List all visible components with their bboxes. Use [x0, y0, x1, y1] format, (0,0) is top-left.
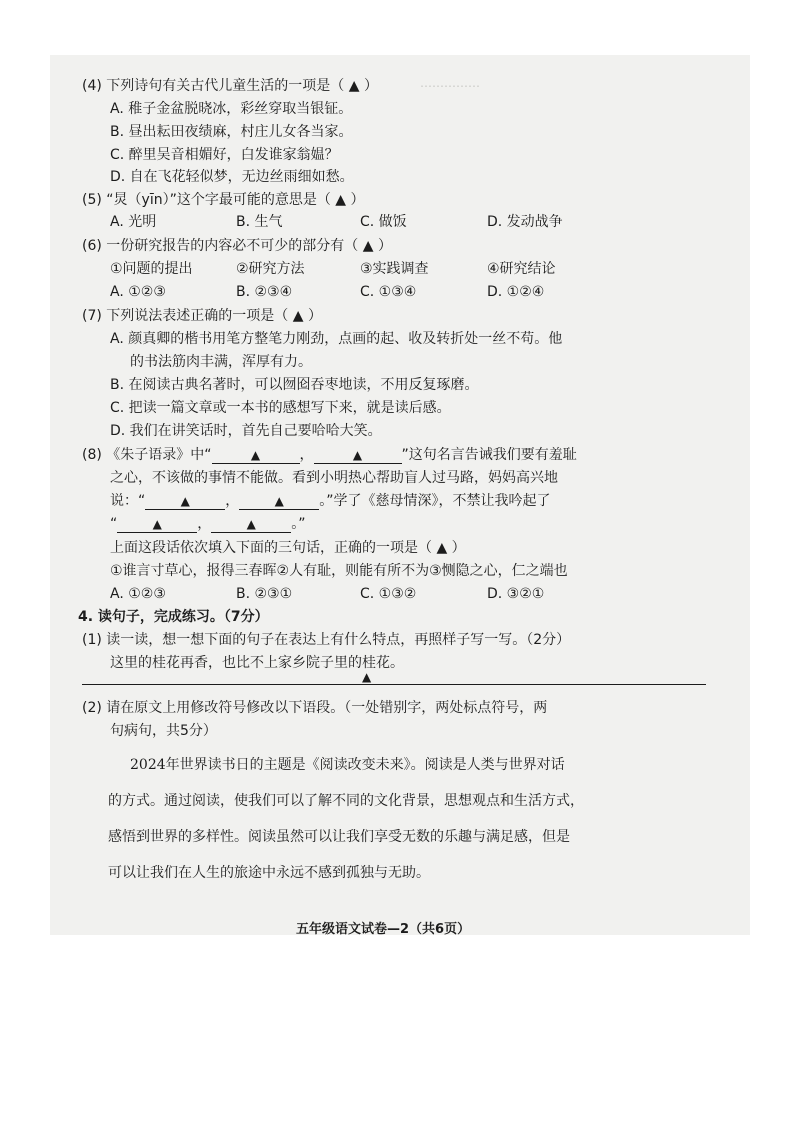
q5-option-d: D. 发动战争: [487, 214, 563, 230]
page-footer: 五年级语文试卷—2（共6页）: [296, 922, 471, 937]
q4-stem: (4) 下列诗句有关古代儿童生活的一项是（ ▲ ）: [82, 78, 378, 94]
q8-blank-1[interactable]: ▲: [212, 447, 300, 464]
q5-option-c: C. 做饭: [360, 214, 407, 230]
q4-option-a: A. 稚子金盆脱晓冰，彩丝穿取当银钲。: [110, 101, 353, 117]
s4-part-2-prompt: (2) 请在原文上用修改符号修改以下语段。（一处错别字，两处标点符号，两: [82, 700, 548, 716]
q4-option-d: D. 自在飞花轻似梦，无边丝雨细如愁。: [110, 169, 354, 185]
q8-option-c: C. ①③②: [360, 586, 417, 602]
passage-line-1: 2024年世界读书日的主题是《阅读改变未来》。阅读是人类与世界对话: [130, 757, 565, 773]
q8-option-d: D. ③②①: [487, 586, 545, 602]
q4-option-b: B. 昼出耘田夜绩麻，村庄儿女各当家。: [110, 124, 353, 140]
passage-line-2: 的方式。通过阅读，使我们可以了解不同的文化背景，思想观点和生活方式，: [108, 793, 584, 809]
answer-line[interactable]: [82, 684, 706, 685]
q8-line-2: 之心，不该做的事情不能做。看到小明热心帮助盲人过马路，妈妈高兴地: [110, 470, 558, 486]
q6-option-d: D. ①②④: [487, 284, 545, 300]
q7-option-c: C. 把读一篇文章或一本书的感想写下来，就是读后感。: [110, 400, 451, 416]
q6-option-c: C. ①③④: [360, 284, 417, 300]
q6-item-4: ④研究结论: [487, 261, 556, 277]
q8-blank-3[interactable]: ▲: [145, 493, 225, 510]
q6-stem: (6) 一份研究报告的内容必不可少的部分有（ ▲ ）: [82, 238, 392, 254]
s4-part-1-example: 这里的桂花再香，也比不上家乡院子里的桂花。: [110, 655, 404, 671]
q8-line-6: ①谁言寸草心，报得三春晖②人有耻，则能有所不为③恻隐之心，仁之端也: [110, 563, 568, 579]
answer-mark: ▲: [362, 670, 372, 684]
s4-part-1-prompt: (1) 读一读，想一想下面的句子在表达上有什么特点，再照样子写一写。（2分）: [82, 632, 571, 648]
q5-option-b: B. 生气: [236, 214, 283, 230]
q7-option-a: A. 颜真卿的楷书用笔方整笔力刚劲，点画的起、收及转折处一丝不苟。他: [110, 331, 563, 347]
s4-part-2-prompt-cont: 句病句，共5分）: [110, 723, 217, 739]
q6-item-1: ①问题的提出: [110, 261, 193, 277]
q6-item-2: ②研究方法: [236, 261, 305, 277]
q8-blank-6[interactable]: ▲: [211, 516, 291, 533]
passage-line-4: 可以让我们在人生的旅途中永远不感到孤独与无助。: [108, 865, 430, 881]
q8-blank-2[interactable]: ▲: [314, 447, 402, 464]
q8-line-4: “ ▲ ， ▲ 。”: [110, 516, 306, 532]
q7-option-d: D. 我们在讲笑话时，首先自己要哈哈大笑。: [110, 423, 382, 439]
q6-item-3: ③实践调查: [360, 261, 429, 277]
q8-option-a: A. ①②③: [110, 586, 166, 602]
q7-stem: (7) 下列说法表述正确的一项是（ ▲ ）: [82, 308, 322, 324]
q8-line-1: (8) 《朱子语录》中“ ▲ ， ▲ ”这句名言告诫我们要有羞耻: [82, 447, 577, 463]
bleed-through: ……………: [420, 76, 480, 90]
q8-line-5: 上面这段话依次填入下面的三句话，正确的一项是（ ▲ ）: [110, 540, 466, 556]
q6-option-b: B. ②③④: [236, 284, 293, 300]
q7-option-a-cont: 的书法筋肉丰满，浑厚有力。: [130, 354, 312, 370]
q8-option-b: B. ②③①: [236, 586, 293, 602]
q4-option-c: C. 醉里吴音相媚好，白发谁家翁媪？: [110, 147, 339, 163]
q8-blank-4[interactable]: ▲: [239, 493, 319, 510]
q8-blank-5[interactable]: ▲: [117, 516, 197, 533]
q7-option-b: B. 在阅读古典名著时，可以囫囵吞枣地读，不用反复琢磨。: [110, 377, 479, 393]
section-4-title: 4. 读句子，完成练习。（7分）: [78, 609, 269, 625]
q5-stem: (5) “炅（yīn）”这个字最可能的意思是（ ▲ ）: [82, 192, 365, 208]
passage-line-3: 感悟到世界的多样性。阅读虽然可以让我们享受无数的乐趣与满足感，但是: [108, 829, 570, 845]
q6-option-a: A. ①②③: [110, 284, 166, 300]
q5-option-a: A. 光明: [110, 214, 157, 230]
q8-line-3: 说：“ ▲ ， ▲ 。”学了《慈母情深》，不禁让我吟起了: [110, 493, 551, 509]
